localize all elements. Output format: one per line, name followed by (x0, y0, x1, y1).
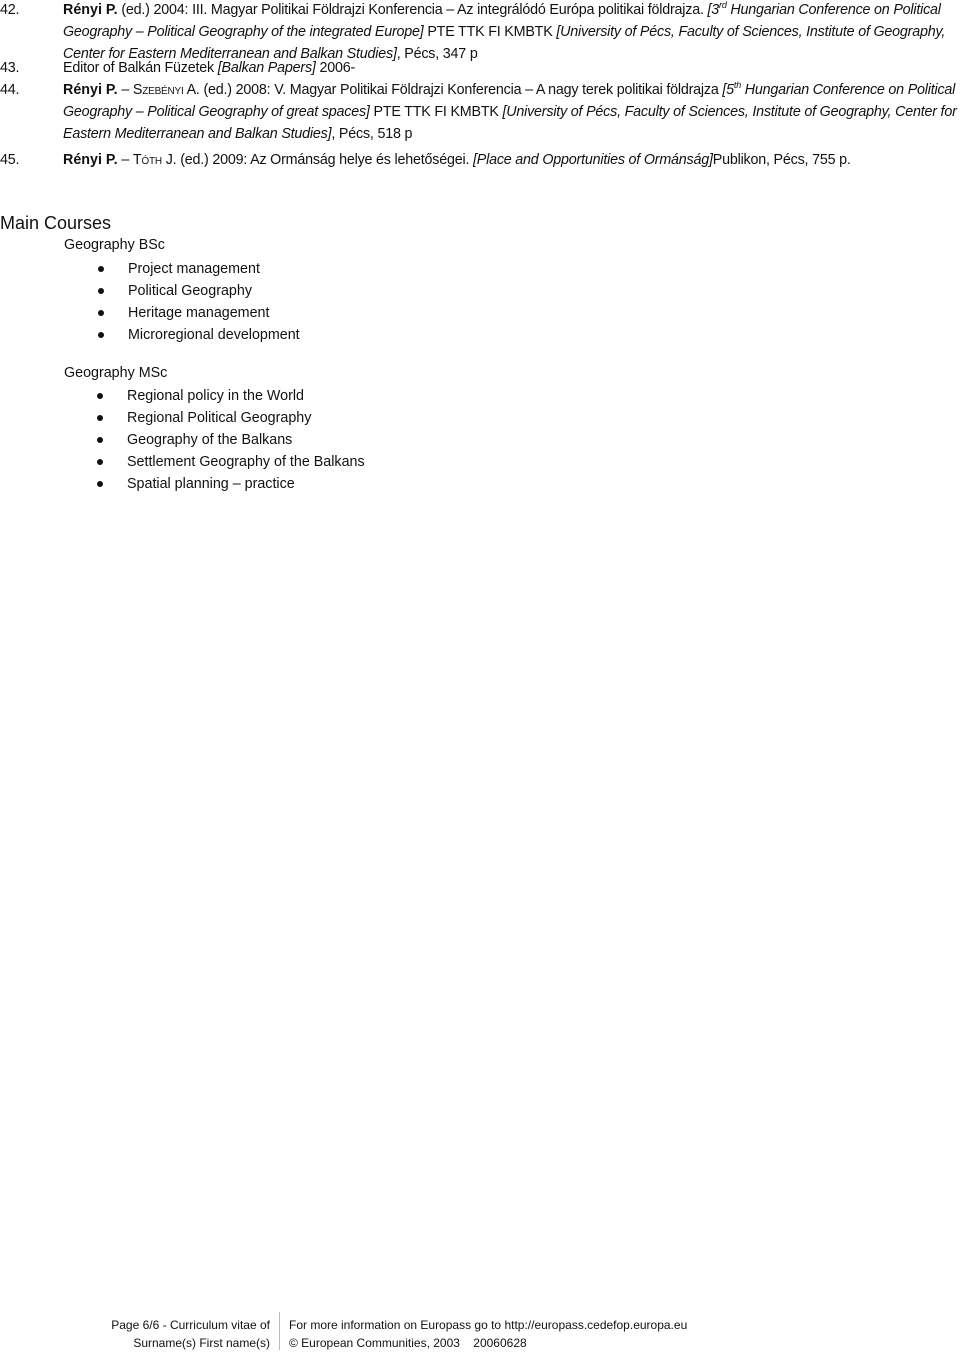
author-name: Rényi P. (63, 2, 118, 18)
publication-number: 43. (0, 60, 20, 76)
footer-page-line: Page 6/6 - Curriculum vitae of (111, 1318, 270, 1332)
course-label: Heritage management (128, 305, 270, 321)
course-item (98, 280, 300, 302)
author-name: Rényi P. (63, 82, 118, 98)
author-name: Rényi P. (63, 152, 118, 168)
course-item (97, 429, 365, 451)
bullet-icon (98, 310, 104, 316)
coauthor-name: Szebényi (132, 82, 184, 98)
bullet-icon (97, 415, 103, 421)
footer-page-info (110, 1316, 270, 1352)
translation-text: [Balkan Papers] (217, 60, 316, 76)
course-label: Geography of the Balkans (127, 432, 293, 448)
footer-europass-link: For more information on Europass go to http://europass.cedefop.europa.eu (289, 1318, 688, 1332)
bullet-icon (98, 332, 104, 338)
publication-details: Publikon, Pécs, 755 p. (712, 152, 851, 168)
course-label: Project management (128, 261, 260, 277)
publication-details: 2006- (315, 60, 356, 76)
bsc-course-list (98, 258, 300, 346)
publication-text: (ed.) 2009: Az Ormánság helye és lehetőségei. (176, 152, 473, 168)
publisher-text: PTE TTK FI KMBTK (423, 23, 557, 40)
msc-course-list (97, 385, 365, 495)
bullet-icon (98, 266, 104, 272)
publisher-translation: [University of Pécs, Faculty of Sciences, Institute of Geography, Center for Eastern Mediterranean and Balkan Studies] (63, 23, 946, 62)
course-label: Regional Political Geography (127, 410, 312, 426)
bullet-icon (98, 288, 104, 294)
footer-name-line: Surname(s) First name(s) (133, 1336, 270, 1350)
course-label: Microregional development (128, 327, 300, 343)
publication-number: 44. (0, 82, 20, 98)
publication-details: , Pécs, 347 p (396, 45, 478, 62)
footer-copyright: © European Communities, 2003 20060628 (289, 1336, 527, 1350)
footer-divider (279, 1312, 280, 1350)
publication-details: , Pécs, 518 p (331, 125, 413, 142)
bullet-icon (97, 481, 103, 487)
publication-number: 42. (0, 2, 20, 18)
course-label: Spatial planning – practice (127, 476, 295, 492)
bullet-icon (97, 437, 103, 443)
coauthor-name: Tóth (132, 152, 162, 168)
bullet-icon (97, 459, 103, 465)
publication-text: Editor of Balkán Füzetek (63, 60, 218, 76)
publication-text: (ed.) 2004: III. Magyar Politikai Földrajzi Konferencia – Az integrálódó Európa politikai földrajza. (117, 2, 708, 18)
translation-text: [Place and Opportunities of Ormánság] (473, 152, 713, 168)
course-label: Settlement Geography of the Balkans (127, 454, 365, 470)
publication-text: (ed.) 2008: V. Magyar Politikai Földrajzi Konferencia – A nagy terek politikai földrajza (199, 82, 723, 98)
course-item (98, 258, 300, 280)
cv-page: 42. Rényi P. (ed.) 2004: III. Magyar Politikai Földrajzi Konferencia – Az integrálódó Európa politikai földrajza. [3rd Hungarian Conference on Political Geography – Political Geography of the integrated Europe] PTE TTK FI KMBTK [University of Pécs, Faculty of Sciences, Institute of Geography, Center for Eastern Mediterranean and Balkan Studies], Pécs, 347 p 43. Editor of Balkán Füzetek [Balkan Papers] 2006- 44. Rényi P. – Szebényi A. (ed.) 2008: V. Magyar Politikai Földrajzi Konferencia – A nagy terek politikai földrajza [5th Hungarian Conference on Political Geography – Political Geography of great spaces] PTE TTK FI KMBTK [University of Pécs, Faculty of Sciences, Institute of Geography, Center for Eastern Mediterranean and Balkan Studies], Pécs, 518 p 45. Rényi P. – Tóth J. (ed.) 2009: Az Ormánság helye és lehetőségei. [Place and Opportunities of Ormánság]Publikon, Pécs, 755 p. Main Courses Geography BSc Project management Political Geography Heritage management Microregional development Geography MSc Regional policy in the World Regional Political Geography Geography of the Balkans Settlement Geography of the Balkans Spatial planning – practice Page 6/6 - Curriculum vitae of Surname(s) First name(s) For more information on Europass go to http://europass.cedefop.europa.eu © European Communities, 2003 20060628 (0, 0, 957, 1350)
publisher-text: PTE TTK FI KMBTK (369, 103, 503, 120)
msc-heading: Geography MSc (64, 365, 168, 381)
bullet-icon (97, 393, 103, 399)
course-item (97, 385, 365, 407)
translation-text: [3rd Hungarian Conference on Political Geography – Political Geography of the integrated Europe] (63, 0, 941, 40)
course-label: Regional policy in the World (127, 388, 304, 404)
publication-number: 45. (0, 152, 20, 168)
main-courses-heading: Main Courses (0, 213, 112, 233)
translation-text: [5th Hungarian Conference on Political Geography – Political Geography of great spaces] (63, 80, 956, 120)
course-item (97, 407, 365, 429)
bsc-heading: Geography BSc (64, 237, 165, 253)
course-label: Political Geography (128, 283, 252, 299)
course-item (98, 302, 300, 324)
course-item (97, 451, 365, 473)
course-item (98, 324, 300, 346)
publisher-translation: [University of Pécs, Faculty of Sciences, Institute of Geography, Center for Eastern Mediterranean and Balkan Studies] (63, 103, 957, 142)
course-item (97, 473, 365, 495)
footer-europass-info (289, 1316, 709, 1352)
